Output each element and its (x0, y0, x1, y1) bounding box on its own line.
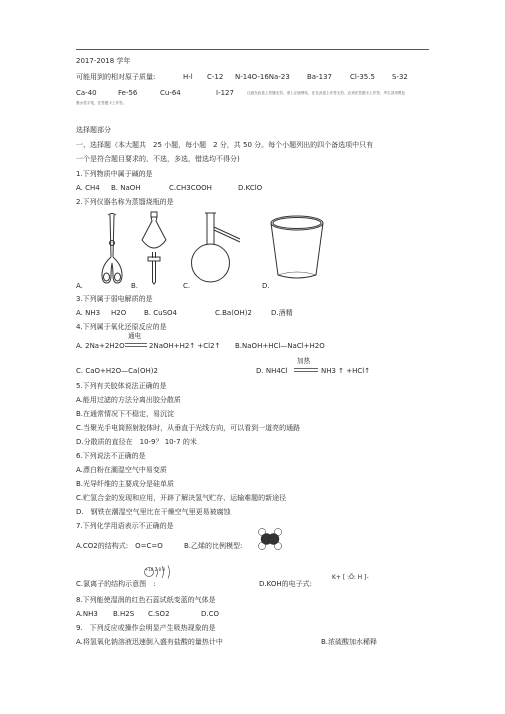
q8-option-c: C.SO2 (148, 610, 170, 618)
q3-option-c: C.Ba(OH)2 (215, 309, 252, 317)
q5-option-c: C.当聚光手电筒照射胶体时，从垂直于光线方向，可以看到一道亮的通路 (76, 424, 301, 432)
atomic-mass-fe: Fe-56 (118, 89, 138, 97)
q9-option-a: A.将氢氧化钠溶液迅速倒入盛有盐酸的量热计中 (76, 638, 223, 646)
q3-option-b: B. CuSO4 (144, 309, 177, 317)
q3-option-d: D.酒精 (271, 309, 293, 317)
atomic-mass-n-o-na: N-14O-16Na-23 (235, 73, 290, 81)
q4-a-equals-sign (125, 342, 147, 348)
q5-option-b: B.在通常情况下不稳定，易沉淀 (76, 410, 175, 418)
q7-stem: 7.下列化学用语表示不正确的是 (76, 522, 174, 530)
q5-stem: 5.下列有关胶体说法正确的是 (76, 382, 167, 390)
q4-d-products: NH3 ↑ +HCl↑ (321, 367, 371, 375)
atomic-mass-i: I-127 (216, 89, 234, 97)
q4-option-c: C. CaO+H2O—Ca(OH)2 (76, 367, 158, 375)
q1-option-b: B. NaOH (111, 184, 141, 192)
q8-option-b: B.H2S (113, 610, 135, 618)
q6-stem: 6.下列说法不正确的是 (76, 452, 146, 460)
q6-option-a: A.漂白粉在潮湿空气中易变质 (76, 466, 167, 474)
atomic-mass-cl: Cl-35.5 (350, 73, 375, 81)
header-note-2: 墨水签字笔，在答题卡上作答。 (76, 101, 127, 105)
section-instruction-1: 一、选择题（本大题共 25 小题，每小题 2 分，共 50 分。每个小题列出的四个备选项中只有 (76, 141, 374, 149)
q1-option-a: A. CH4 (76, 184, 100, 192)
section-title: 选择题部分 (76, 126, 111, 134)
q7-option-c: C.氯离子的结构示意图 : (76, 580, 156, 588)
q4-stem: 4.下列属于氧化还原反应的是 (76, 323, 167, 331)
q3-option-a-h2o: H2O (111, 309, 127, 317)
atomic-mass-cu: Cu-64 (160, 89, 181, 97)
atomic-mass-s: S-32 (392, 73, 408, 81)
atomic-mass-label: 可能用到的相对原子质量: (76, 73, 156, 81)
ethylene-model-figure (257, 528, 283, 550)
q4-option-b: B.NaOH+HCl—NaCl+H2O (235, 342, 325, 350)
q2-option-d: D. (262, 282, 270, 290)
q9-stem: 9. 下列反应或操作会明显产生吸热现象的是 (76, 624, 216, 632)
atomic-mass-ba: Ba-137 (307, 73, 332, 81)
q4-a-condition: 通电 (128, 332, 142, 340)
section-instruction-2: 一个是符合题目要求的，不选，多选，错选均不得分) (76, 155, 240, 163)
q3-option-a: A. NH3 (76, 309, 101, 317)
separatory-funnel-figure (137, 210, 171, 286)
atomic-mass-c: C-12 (207, 73, 224, 81)
school-year: 2017-2018 学年 (76, 57, 131, 65)
q2-option-b: B. (131, 282, 139, 290)
q7-option-a: A.CO2的结构式: O=C=O (76, 542, 163, 550)
header-note-1: 注意在此卷上答题无效，请上正版网站，在在此卷上作答无效，必须在答题卡上作答，考生须用黑色 (247, 91, 406, 95)
q7-option-d: D.KOH的电子式: (259, 580, 312, 588)
q2-option-a: A. (76, 282, 83, 290)
atomic-mass-ca: Ca-40 (76, 89, 97, 97)
q6-option-c: C.贮氢合金的发现和应用，开辟了解决氢气贮存、运输难题的新途径 (76, 494, 287, 502)
q8-option-d: D.CO (201, 610, 220, 618)
q4-option-a: A. 2Na+2H2O (76, 342, 125, 350)
q4-d-condition: 加热 (297, 357, 311, 365)
atomic-mass-h: H-l (183, 73, 193, 81)
q6-option-b: B.光导纤维的主要成分是硅单质 (76, 480, 175, 488)
koh-electron-formula: K+ [ :Ö: H ]- (332, 574, 369, 581)
q2-stem: 2.下列仪器名称为蒸馏烧瓶的是 (76, 198, 174, 206)
q1-option-c: C.CH3COOH (169, 184, 212, 192)
q7-option-b: B.乙烯的比例模型: (184, 542, 243, 550)
q4-option-d: D. NH4Cl (256, 367, 288, 375)
chloride-ion-label: +18 2 8 8 (145, 567, 165, 572)
q1-option-d: D.KClO (238, 184, 263, 192)
q5-option-a: A.能用过滤的方法分离出胶分散质 (76, 396, 181, 404)
q8-stem: 8.下列能使湿润的红色石蕊试纸变蓝的气体是 (76, 596, 216, 604)
crucible-tongs-figure (92, 213, 132, 289)
q5-option-d: D.分散质的直径在 10-9？ 10-7 的米 (76, 438, 197, 446)
crucible-figure (268, 213, 326, 283)
q2-option-c: C. (183, 282, 191, 290)
q4-a-products: 2NaOH+H2↑ +Cl2↑ (149, 342, 221, 350)
q3-stem: 3.下列属于弱电解质的是 (76, 295, 153, 303)
header-rule (76, 49, 429, 50)
q4-d-equals-sign (294, 367, 318, 373)
q6-option-d: D. 钢铁在潮湿空气里比在干燥空气里更易被腐蚀 (76, 508, 231, 516)
q9-option-b: B.浓硫酸加水稀释 (321, 638, 378, 646)
distillation-flask-figure (188, 211, 248, 287)
q1-stem: 1.下列物质中属于碱的是 (76, 170, 153, 178)
q8-option-a: A.NH3 (76, 610, 98, 618)
